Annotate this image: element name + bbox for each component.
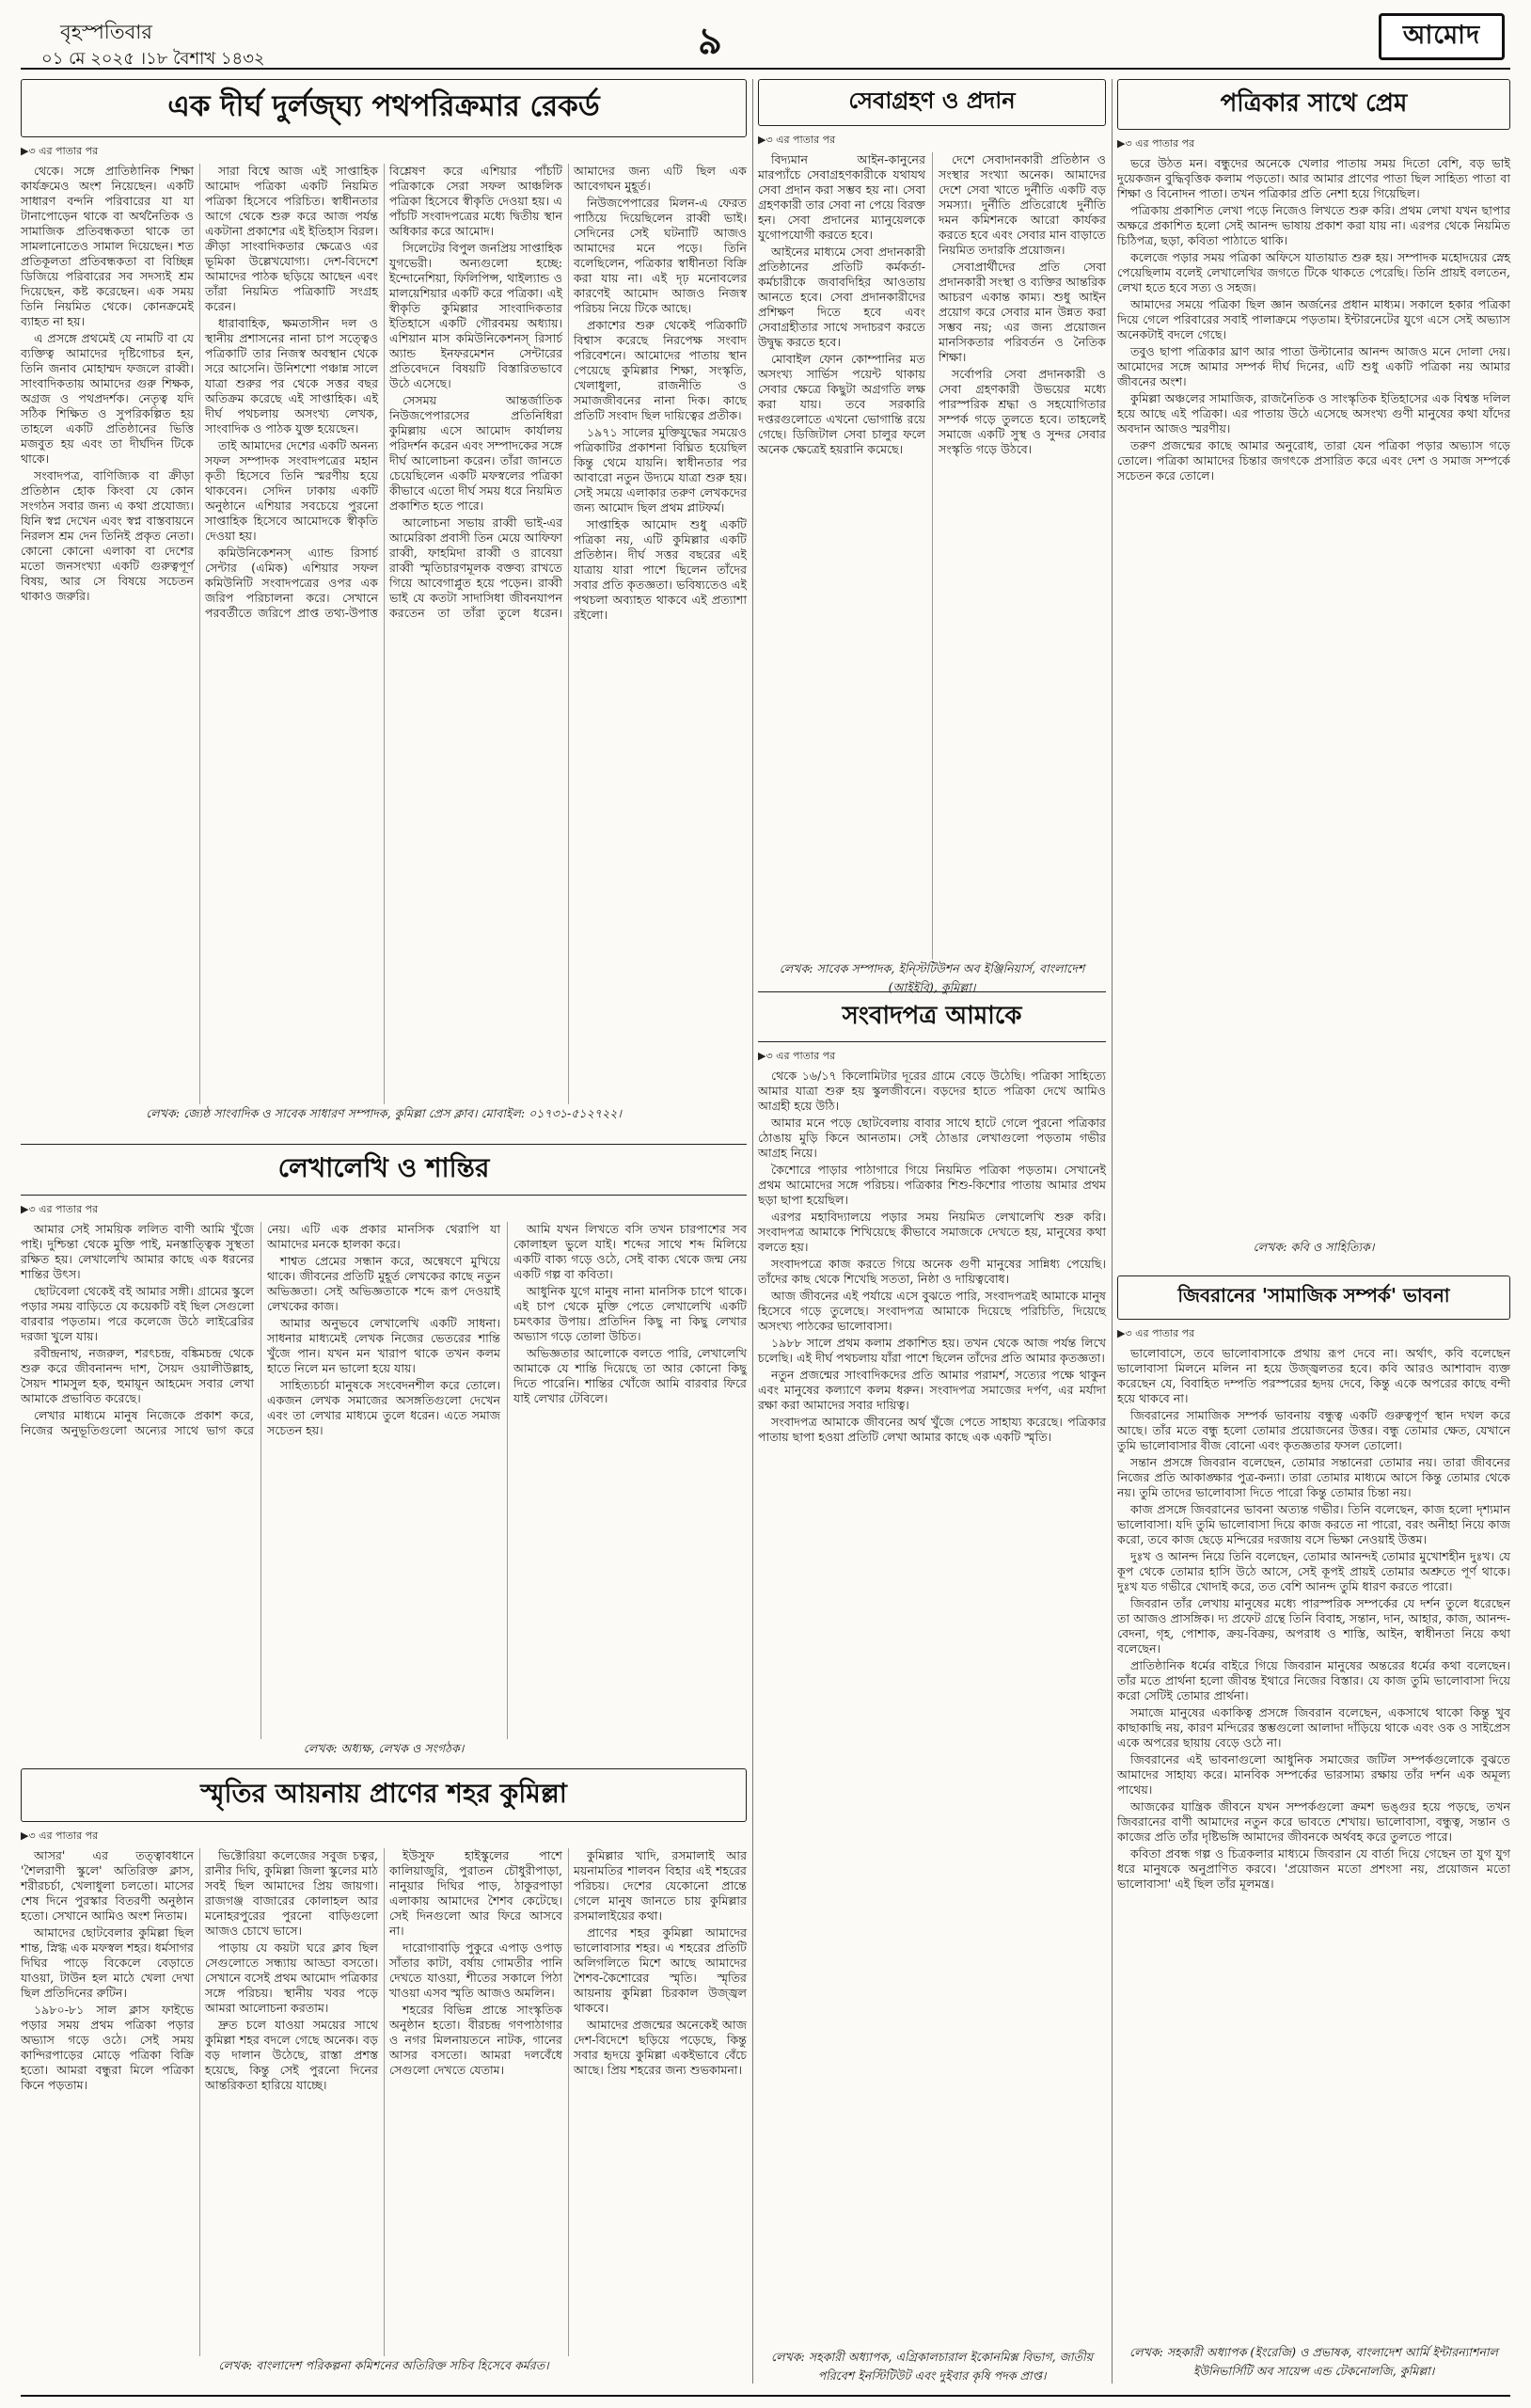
headline: এক দীর্ঘ দুর্লজ্ঘ্য পথপরিক্রমার রেকর্ড (21, 79, 747, 137)
paragraph: ধারাবাহিক, ক্ষমতাসীন দল ও স্থানীয় প্রশাসনের নানা চাপ সত্ত্বেও পত্রিকাটি তার নিজস্ব অবস্থান থেকে সরে আসেনি। উনিশশো পঞ্চান্ন সালে যাত্রা শুরুর পর থেকে সত্তর বছর অতিক্রম করেছে এই সাপ্তাহিক। এই দীর্ঘ পথচলায় অসংখ্য লেখক, সাংবাদিক ও পাঠক যুক্ত হয়েছেন। (205, 316, 378, 436)
page-header (21, 11, 1510, 69)
paragraph: সিলেটের বিপুল জনপ্রিয় সাপ্তাহিক যুগভেরী। অন্যগুলো হচ্ছে: ইন্দোনেশিয়া, ফিলিপিন্স, থাইল্যান্ড ও মালয়েশিয়ার একটি করে পত্রিকা। এই স্বীকৃতি কুমিল্লার সাংবাদিকতার ইতিহাসে একটি গৌরবময় অধ্যায়। এশিয়ান মাস কমিউনিকেশনস্ রিসার্চ অ্যান্ড ইনফরমেশন সেন্টারের প্রতিবেদনে বিষয়টি বিস্তারিতভাবে উঠে এসেছে। (389, 241, 562, 390)
continued-marker: ▶৩ এর পাতার পর (1117, 137, 1195, 150)
article-service (758, 79, 1106, 994)
paragraph: সেসময় আন্তর্জাতিক নিউজপেপারসের প্রতিনিধিরা কুমিল্লায় এসে আমোদ কার্যালয় পরিদর্শন করেন এবং সম্পাদকের সঙ্গে দীর্ঘ আলোচনা করেন। তাঁরা জানতে চেয়েছিলেন একটি মফস্বলের পত্রিকা কীভাবে এতো দীর্ঘ সময় ধরে নিয়মিত প্রকাশিত হতে পারে। (389, 393, 562, 513)
paragraph: দারোগাবাড়ি পুকুরে এপাড় ওপাড় সাঁতার কাটা, বর্ষায় গোমতীর পানি দেখতে যাওয়া, শীতের সকালে পিঠা খাওয়া এসব স্মৃতি আজও অমলিন। (389, 1941, 562, 2000)
paragraph: দ্রুত চলে যাওয়া সময়ের সাথে কুমিল্লা শহর বদলে গেছে অনেক। বড় বড় দালান উঠেছে, রাস্তা প্রশস্ত হয়েছে, কিন্তু সেই পুরনো দিনের আন্তরিকতা হারিয়ে যাচ্ছে। (205, 2018, 378, 2092)
paragraph: তাই আমাদের দেশের একটি অনন্য সফল সম্পাদক সংবাদপত্রের মহান কৃতী হিসেবে তিনি স্মরণীয় হয়ে থাকবেন। সেদিন ঢাকায় একটি অনুষ্ঠানে এশিয়ার সবচেয়ে পুরনো সাপ্তাহিক হিসেবে আমোদকে স্বীকৃতি দেওয়া হয়। (205, 438, 378, 543)
paragraph: সারা বিশ্বে আজ এই সাপ্তাহিক আমোদ পত্রিকা একটি নিয়মিত পত্রিকা হিসেবে পরিচিত। স্বাধীনতার আগে থেকে শুরু করে আজ পর্যন্ত একটানা প্রকাশের এই ইতিহাস বিরল। ক্রীড়া সাংবাদিকতার ক্ষেত্রেও এর ভূমিকা উল্লেখযোগ্য। দেশ-বিদেশে আমাদের পাঠক ছড়িয়ে আছেন এবং তাঁরা নিয়মিত পত্রিকাটি সংগ্রহ করেন। (205, 164, 378, 313)
article-body (21, 164, 747, 1104)
issue-date: ০১ মে ২০২৫ ।১৮ বৈশাখ ১৪৩২ (41, 49, 265, 69)
headline: সংবাদপত্র আমাকে (758, 991, 1106, 1042)
paragraph: আজ জীবনের এই পর্যায়ে এসে বুঝতে পারি, সংবাদপত্রই আমাকে মানুষ হিসেবে গড়ে তুলেছে। সংবাদপত্র আমাকে দিয়েছে পরিচিতি, দিয়েছে অসংখ্য পাঠকের ভালোবাসা। (758, 1289, 1106, 1333)
paragraph: অভিজ্ঞতার আলোকে বলতে পারি, লেখালেখি আমাকে যে শান্তি দিয়েছে তা আর কোনো কিছু দিতে পারেনি। শান্তির খোঁজে আমি বারবার ফিরে যাই লেখার টেবিলে। (513, 1346, 747, 1405)
byline: লেখক: সহকারী অধ্যাপক, এগ্রিকালচারাল ইকোনমিক্স বিভাগ, জাতীয় পরিবেশ ইনস্টিটিউট এবং দুইবার কৃষি পদক প্রাপ্ত। (770, 2350, 1093, 2383)
paragraph: নিউজপেপারের মিলন-এ ফেরত পাঠিয়ে দিয়েছিলেন রাব্বী ভাই। সেদিনের সেই ঘটনাটি আজও আমাদের মনে পড়ে। তিনি বলেছিলেন, পত্রিকার স্বাধীনতা বিক্রি করা যায় না। এই দৃঢ় মনোবলের কারণেই আমোদ আজও নিজস্ব পরিচয় নিয়ে টিকে আছে। (574, 196, 747, 315)
paragraph: ১৯৭১ সালের মুক্তিযুদ্ধের সময়েও পত্রিকাটির প্রকাশনা বিঘ্নিত হয়েছিল কিন্তু থেমে যায়নি। স্বাধীনতার পর আবারো নতুন উদ্যমে যাত্রা শুরু হয়। সেই সময়ে এলাকার তরুণ লেখকদের জন্য আমোদ ছিল প্রথম প্লাটফর্ম। (574, 425, 747, 515)
paragraph: ১৯৮০-৮১ সাল ক্লাস ফাইভে পড়ার সময় প্রথম পত্রিকা পড়ার অভ্যাস গড়ে ওঠে। সেই সময় কান্দিরপাড়ের মোড়ে পত্রিকা বিক্রি হতো। আমরা বন্ধুরা মিলে পত্রিকা কিনে পড়তাম। (21, 2003, 194, 2092)
paragraph: আলোচনা সভায় রাব্বী ভাই-এর আমেরিকা প্রবাসী তিন মেয়ে আফিফা রাব্বী, ফাহমিদা রাব্বী ও রাবেয়া রাব্বী স্মৃতিচারণমূলক বক্তব্য রাখতে গিয়ে আবেগাপ্লুত হয়ে পড়েন। রাব্বী ভাই যে কতটা সাদাসিধা জীবনযাপন করতেন তা তাঁরা তুলে ধরেন। আমাদের জন্য এটি ছিল এক আবেগঘন মুহূর্ত। (389, 164, 747, 620)
paragraph: তরুণ প্রজন্মের কাছে আমার অনুরোধ, তারা যেন পত্রিকা পড়ার অভ্যাস গড়ে তোলে। পত্রিকা আমাদের চিন্তার জগৎকে প্রসারিত করে এবং দেশ ও সমাজ সম্পর্কে সচেতন করে তোলে। (1117, 438, 1510, 483)
paragraph: ইউসুফ হাইস্কুলের পাশে কালিয়াজুরি, পুরাতন চৌধুরীপাড়া, নানুয়ার দিঘির পাড়, ঠাকুরপাড়া এলাকায় আমাদের শৈশব কেটেছে। সেই দিনগুলো আর ফিরে আসবে না। (389, 1848, 562, 1938)
paragraph: জিবরান তাঁর লেখায় মানুষের মধ্যে পারস্পরিক সম্পর্কের যে দর্শন তুলে ধরেছেন তা আজও প্রাসঙ্গিক। দ্য প্রফেট গ্রন্থে তিনি বিবাহ, সন্তান, দান, আহার, কাজ, আনন্দ-বেদনা, গৃহ, পোশাক, ক্রয়-বিক্রয়, অপরাধ ও শাস্তি, আইন, স্বাধীনতা নিয়ে কথা বলেছেন। (1117, 1596, 1510, 1656)
paragraph: প্রাণের শহর কুমিল্লা আমাদের ভালোবাসার শহর। এ শহরের প্রতিটি অলিগলিতে মিশে আছে আমাদের শৈশব-কৈশোরের স্মৃতি। স্মৃতির আয়নায় কুমিল্লা চিরকাল উজ্জ্বল থাকবে। (574, 1925, 747, 2015)
paragraph: আমাদের সময়ে পত্রিকা ছিল জ্ঞান অর্জনের প্রধান মাধ্যম। সকালে হকার পত্রিকা দিয়ে গেলে পরিবারের সবাই পালাক্রমে পড়তাম। ইন্টারনেটের যুগে এসে সেই অভ্যাস অনেকটাই বদলে গেছে। (1117, 297, 1510, 341)
byline: লেখক: সহকারী অধ্যাপক (ইংরেজি) ও প্রভাষক, বাংলাদেশ আর্মি ইন্টারন্যাশনাল ইউনিভার্সিটি অব সায়েন্স এন্ড টেকনোলজি, কুমিল্লা। (1129, 2345, 1498, 2378)
paragraph: সমাজে মানুষের একাকিত্ব প্রসঙ্গে জিবরান বলেছেন, একসাথে থাকো কিন্তু খুব কাছাকাছি নয়, কারণ মন্দিরের স্তম্ভগুলো আলাদা দাঁড়িয়ে থাকে এবং ওক ও সাইপ্রেস একে অপরের ছায়ায় বেড়ে ওঠে না। (1117, 1705, 1510, 1750)
continued-marker: ▶৩ এর পাতার পর (21, 1830, 99, 1842)
paragraph: পাড়ায় যে কয়টা ঘরে ক্লাব ছিল সেগুলোতে সন্ধ্যায় আড্ডা বসতো। সেখানে বসেই প্রথম আমোদ পত্রিকার সঙ্গে পরিচয়। স্থানীয় খবর পড়ে আমরা আলোচনা করতাম। (205, 1941, 378, 2015)
article-record (21, 79, 747, 1134)
paragraph: আইনের মাধ্যমে সেবা প্রদানকারী প্রতিষ্ঠানের প্রতিটি কর্মকর্তা-কর্মচারীকে জবাবদিহির আওতায় আনতে হবে। সেবা প্রদানকারীদের প্রশিক্ষণ দিতে হবে এবং সেবাগ্রহীতার সাথে সদাচরণ করতে উদ্বুদ্ধ করতে হবে। (758, 245, 925, 349)
article-jibran (1117, 1275, 1510, 2384)
headline: জিবরানের 'সামাজিক সম্পর্ক' ভাবনা (1117, 1275, 1510, 1320)
headline: স্মৃতির আয়নায় প্রাণের শহর কুমিল্লা (21, 1768, 747, 1822)
paragraph: সংবাদপত্রে কাজ করতে গিয়ে অনেক গুণী মানুষের সান্নিধ্য পেয়েছি। তাঁদের কাছ থেকে শিখেছি সততা, নিষ্ঠা ও দায়িত্ববোধ। (758, 1257, 1106, 1286)
paragraph: তবুও ছাপা পত্রিকার ঘ্রাণ আর পাতা উল্টানোর আনন্দ আজও মনে দোলা দেয়। আমোদের সঙ্গে আমার সম্পর্ক দীর্ঘ দিনের, এটি শুধু একটি পত্রিকা নয় আমার জীবনের অংশ। (1117, 344, 1510, 388)
paragraph: নতুন প্রজন্মের সাংবাদিকদের প্রতি আমার পরামর্শ, সত্যের পক্ষে থাকুন এবং মানুষের কল্যাণে কলম ধরুন। সংবাদপত্র সমাজের দর্পণ, এর মর্যাদা রক্ষা করা আমাদের সবার দায়িত্ব। (758, 1368, 1106, 1412)
byline: লেখক: কবি ও সাহিত্যিক। (1253, 1240, 1375, 1254)
paragraph: শাশ্বত প্রেমের সন্ধান করে, অন্বেষণে মুখিয়ে থাকে। জীবনের প্রতিটি মুহূর্ত লেখকের কাছে নতুন অভিজ্ঞতা। সেই অভিজ্ঞতাকে শব্দে রূপ দেওয়াই লেখকের কাজ। (267, 1254, 500, 1313)
paragraph: সংবাদপত্র আমাকে জীবনের অর্থ খুঁজে পেতে সাহায্য করেছে। পত্রিকার পাতায় ছাপা হওয়া প্রতিটি লেখা আমার কাছে এক একটি স্মৃতি। (758, 1415, 1106, 1444)
paragraph: প্রাতিষ্ঠানিক ধর্মের বাইরে গিয়ে জিবরান মানুষের অন্তরের ধর্মের কথা বলেছেন। তাঁর মতে প্রার্থনা হলো জীবন্ত ইথারে নিজের বিস্তার। যে কাজ তুমি ভালোবাসা দিয়ে করো সেটিই তোমার প্রার্থনা। (1117, 1658, 1510, 1703)
paragraph: সাহিত্যচর্চা মানুষকে সংবেদনশীল করে তোলে। একজন লেখক সমাজের অসঙ্গতিগুলো দেখেন এবং তা লেখার মাধ্যমে তুলে ধরেন। এতে সমাজ সচেতন হয়। (267, 1378, 500, 1437)
column-divider (1112, 79, 1113, 2384)
paragraph: কমিউনিকেশনস্ এ্যান্ড রিসার্চ সেন্টার (এমিক) এশিয়ার সফল কমিউনিটি সংবাদপত্রের ওপর এক জরিপ পরিচালনা করে। সেখানে পরবর্তীতে জরিপে প্রাপ্ত তথ্য-উপাত্ত বিশ্লেষণ করে এশিয়ার পাঁচটি পত্রিকাকে সেরা সফল আঞ্চলিক পত্রিকা হিসেবে স্বীকৃতি দেওয়া হয়। এ পাঁচটি সংবাদপত্রের মধ্যে দ্বিতীয় স্থান অধিকার করে আমোদ। (205, 164, 562, 620)
byline: লেখক: বাংলাদেশ পরিকল্পনা কমিশনের অতিরিক্ত সচিব হিসেবে কর্মরত। (218, 2358, 549, 2372)
article-comilla (21, 1768, 747, 2384)
header-rule (21, 68, 1510, 70)
byline: লেখক: সাবেক সম্পাদক, ইন্স্টিটিউশন অব ইঞ্জিনিয়ার্স, বাংলাদেশ (আইইবি), কুমিল্লা। (779, 961, 1085, 994)
headline: পত্রিকার সাথে প্রেম (1117, 79, 1510, 130)
paragraph: জিবরানের সামাজিক সম্পর্ক ভাবনায় বন্ধুত্ব একটি গুরুত্বপূর্ণ স্থান দখল করে আছে। তাঁর মতে বন্ধু হলো তোমার প্রয়োজনের উত্তর। বন্ধু তোমার ক্ষেত, যেখানে তুমি ভালোবাসার বীজ বোনো এবং কৃতজ্ঞতার ফসল তোলো। (1117, 1408, 1510, 1452)
paragraph: বিদ্যমান আইন-কানুনের মারপ্যাঁচে সেবাগ্রহণকারীকে যথাযথ সেবা প্রদান করা সম্ভব হয় না। সেবা গ্রহণকারী তার সেবা না পেয়ে বিরক্ত হন। সেবা প্রদানের ম্যানুয়েলকে যুগোপযোগী করতে হবে। (758, 152, 925, 242)
paragraph: আজকের যান্ত্রিক জীবনে যখন সম্পর্কগুলো ক্রমশ ভঙ্গুর হয়ে পড়ছে, তখন জিবরানের বাণী আমাদের নতুন করে ভাবতে শেখায়। ভালোবাসা, বন্ধুত্ব, সন্তান ও কাজের প্রতি তাঁর দৃষ্টিভঙ্গি আমাদের জীবনকে অর্থবহ করে তুলতে পারে। (1117, 1799, 1510, 1844)
continued-marker: ▶৩ এর পাতার পর (21, 1203, 99, 1215)
paragraph: আধুনিক যুগে মানুষ নানা মানসিক চাপে থাকে। এই চাপ থেকে মুক্তি পেতে লেখালেখি একটি চমৎকার উপায়। প্রতিদিন কিছু না কিছু লেখার অভ্যাস গড়ে তোলা উচিত। (513, 1284, 747, 1343)
paragraph: দেশে সেবাদানকারী প্রতিষ্ঠান ও সংস্থার সংখ্যা অনেক। আমাদের দেশে সেবা খাতে দুর্নীতি একটি বড় সমস্যা। দুর্নীতি প্রতিরোধে দুর্নীতি দমন কমিশনকে আরো কার্যকর করতে হবে এবং সেবার মান বাড়াতে নিয়মিত তদারকি প্রয়োজন। (939, 152, 1106, 257)
paragraph: কৈশোরে পাড়ার পাঠাগারে গিয়ে নিয়মিত পত্রিকা পড়তাম। সেখানেই প্রথম আমোদের সঙ্গে পরিচয়। পত্রিকার শিশু-কিশোর পাতায় আমার প্রথম ছড়া ছাপা হয়েছিল। (758, 1163, 1106, 1207)
paragraph: আমার অনুভবে লেখালেখি একটি সাধনা। সাধনার মাধ্যমেই লেখক নিজের ভেতরের শান্তি খুঁজে পান। যখন মন খারাপ থাকে তখন কলম হাতে নিলে মন ভালো হয়ে যায়। (267, 1316, 500, 1375)
headline: লেখালেখি ও শান্তির (21, 1144, 747, 1196)
paragraph: ভরে উঠত মন। বন্ধুদের অনেকে খেলার পাতায় সময় দিতো বেশি, বড় ভাই দুয়েকজন বুদ্ধিবৃত্তিক কলাম পড়তো। আর আমার প্রাণের পাতা ছিল সাহিত্য পাতা বা শিক্ষা ও বিনোদন পাতা। তখন পত্রিকার প্রতি নেশা হয়ে গিয়েছিল। (1117, 156, 1510, 200)
paragraph: আসর' এর তত্ত্বাবধানে 'শৈলরাণী স্কুলে' অতিরিক্ত ক্লাস, শরীরচর্চা, খেলাধুলা চলতো। মাসের শেষ দিনে পুরস্কার বিতরণী অনুষ্ঠান হতো। সেখানে আমিও অংশ নিতাম। (21, 1848, 194, 1923)
paragraph: ভালোবাসে, তবে ভালোবাসাকে প্রথায় রূপ দেবে না। অর্থাৎ, কবি বলেছেন ভালোবাসা মিলনে মলিন না হয়ে উজ্জ্বলতর হবে। কবি আরও আশাবাদ ব্যক্ত করেছেন যে, বিবাহিত দম্পতি পরস্পরের হৃদয় দেবে, কিন্তু একে অপরের কাছে বন্দী হয়ে থাকবে না। (1117, 1346, 1510, 1405)
paragraph: রবীন্দ্রনাথ, নজরুল, শরৎচন্দ্র, বঙ্কিমচন্দ্র থেকে শুরু করে জীবনানন্দ দাশ, সৈয়দ ওয়ালীউল্লাহ, সৈয়দ শামসুল হক, হুমায়ূন আহমেদ সবার লেখা আমাকে প্রভাবিত করেছে। (21, 1346, 254, 1405)
article-body (21, 1848, 747, 2356)
paragraph: থেকে ১৬/১৭ কিলোমিটার দূরের গ্রামে বেড়ে উঠেছি। পত্রিকা সাহিত্যে আমার যাত্রা শুরু হয় স্কুলজীবনে। বড়দের হাতে পত্রিকা দেখে আমিও আগ্রহী হয়ে উঠি। (758, 1069, 1106, 1113)
paragraph: প্রকাশের শুরু থেকেই পত্রিকাটি বিশ্বাস করেছে নিরপেক্ষ সংবাদ পরিবেশনে। আমোদের পাতায় স্থান পেয়েছে কুমিল্লার শিক্ষা, সংস্কৃতি, খেলাধুলা, রাজনীতি ও সমাজজীবনের নানা দিক। কাছে প্রতিটি সংবাদ ছিল দায়িত্বের প্রতীক। (574, 318, 747, 422)
paragraph: কাজ প্রসঙ্গে জিবরানের ভাবনা অত্যন্ত গভীর। তিনি বলেছেন, কাজ হলো দৃশ্যমান ভালোবাসা। যদি তুমি ভালোবাসা দিয়ে কাজ করতে না পারো, বরং অনীহা নিয়ে কাজ করো, তবে কাজ ছেড়ে মন্দিরের দরজায় বসে ভিক্ষা নেওয়াই উত্তম। (1117, 1502, 1510, 1546)
continued-marker: ▶৩ এর পাতার পর (21, 145, 99, 157)
paragraph: লেখার মাধ্যমে মানুষ নিজেকে প্রকাশ করে, নিজের অনুভূতিগুলো অন্যের সাথে ভাগ করে নেয়। এটি এক প্রকার মানসিক থেরাপি যা আমাদের মনকে হালকা করে। (21, 1222, 500, 1437)
paragraph: আমার মনে পড়ে ছোটবেলায় বাবার সাথে হাটে গেলে পুরনো পত্রিকার ঠোঙায় মুড়ি কিনে আনতাম। সেই ঠোঙার লেখাগুলো পড়তাম গভীর আগ্রহ নিয়ে। (758, 1116, 1106, 1160)
paragraph: কুমিল্লার খাদি, রসমালাই আর ময়নামতির শালবন বিহার এই শহরের পরিচয়। দেশের যেকোনো প্রান্তে গেলে মানুষ জানতে চায় কুমিল্লার রসমালাইয়ের কথা। (574, 1848, 747, 1923)
continued-marker: ▶৩ এর পাতার পর (1117, 1327, 1195, 1339)
continued-marker: ▶৩ এর পাতার পর (758, 134, 836, 146)
paragraph: দুঃখ ও আনন্দ নিয়ে তিনি বলেছেন, তোমার আনন্দই তোমার মুখোশহীন দুঃখ। যে কূপ থেকে তোমার হাসি উঠে আসে, সেই কূপই প্রায়ই তোমার অশ্রুতে পূর্ণ থাকে। দুঃখ যত গভীরে খোদাই করে, তত বেশি আনন্দ তুমি ধারণ করতে পারো। (1117, 1549, 1510, 1593)
paragraph: থেকে। সঙ্গে প্রাতিষ্ঠানিক শিক্ষা কার্যক্রমেও অংশ নিয়েছেন। একটি সাধারণ বন্দনি পরিবারের যা যা টানাপোড়েন থাকে বা অর্থনৈতিক ও সামাজিক প্রতিবন্ধকতা থাকে তা সামলানোতেও সামাল দিয়েছেন। শত প্রতিকূলতা প্রতিবন্ধকতা বা বিচ্ছিন্ন ডিজিয়ে পরিবারের সব সদস্যই শ্রম দিয়েছেন, কষ্ট করেছেন। এক সময় তিনি নিয়মিত থেকে। কোনক্রমেই ব্যাহত না হয়। (21, 164, 194, 328)
paragraph: এরপর মহাবিদ্যালয়ে পড়ার সময় নিয়মিত লেখালেখি শুরু করি। সংবাদপত্র আমাকে শিখিয়েছে কীভাবে সমাজকে দেখতে হয়, মানুষের কথা বলতে হয়। (758, 1210, 1106, 1254)
article-body (1117, 156, 1510, 1238)
paragraph: মোবাইল ফোন কোম্পানির মত অসংখ্য সার্ভিস পয়েন্ট থাকায় সেবার ক্ষেত্রে কিছুটা অগ্রগতি লক্ষ করা যায়। তবে সরকারি দপ্তরগুলোতে এখনো ভোগান্তি রয়ে গেছে। ডিজিটাল সেবা চালুর ফলে অনেক ক্ষেত্রেই হয়রানি কমেছে। (758, 352, 925, 456)
section-logo: আমোদ (1379, 13, 1505, 60)
paragraph: ছোটবেলা থেকেই বই আমার সঙ্গী। গ্রামের স্কুলে পড়ার সময় বাড়িতে যে কয়েকটি বই ছিল সেগুলো বারবার পড়তাম। পরে কলেজে উঠে লাইব্রেরির দরজা খুলে যায়। (21, 1284, 254, 1343)
paragraph: সংবাদপত্র, বাণিজ্যিক বা ক্রীড়া প্রতিষ্ঠান হোক কিংবা যে কোন সংগঠন সবার জন্য এ কথা প্রযোজ্য। যিনি স্বপ্ন দেখেন এবং স্বপ্ন বাস্তবায়নে নিরলস শ্রম দেন তিনিই প্রকৃত নেতা। কোনো কোনো এলাকা বা দেশের মতো জনসংখ্যা একটি গুরুত্বপূর্ণ বিষয়, আর সে বিষয়ে সচেতন থাকাও জরুরি। (21, 468, 194, 603)
continued-marker: ▶৩ এর পাতার পর (758, 1050, 836, 1062)
byline: লেখক: অধ্যক্ষ, লেখক ও সংগঠক। (303, 1741, 465, 1755)
paragraph: আমাদের ছোটবেলার কুমিল্লা ছিল শান্ত, স্নিগ্ধ এক মফস্বল শহর। ধর্মসাগর দিঘির পাড়ে বিকেলে বেড়াতে যাওয়া, টাউন হল মাঠে খেলা দেখা ছিল প্রতিদিনের রুটিন। (21, 1925, 194, 2000)
paragraph: কলেজে পড়ার সময় পত্রিকা অফিসে যাতায়াত শুরু হয়। সম্পাদক মহোদয়ের স্নেহ পেয়েছিলাম বলেই লেখালেখির জগতে টিকে থাকতে পেরেছি। তিনি প্রায়ই বলতেন, লেখা হতে হবে সত্য ও সহজ। (1117, 250, 1510, 294)
page-number: ৯ (698, 20, 722, 63)
paragraph: আমি যখন লিখতে বসি তখন চারপাশের সব কোলাহল ভুলে যাই। শব্দের সাথে শব্দ মিলিয়ে একটি বাক্য গড়ে ওঠে, সেই বাক্য থেকে জন্ম নেয় একটি গল্প বা কবিতা। (513, 1222, 747, 1281)
paragraph: কবিতা প্রবন্ধ গল্প ও চিত্রকলার মাধ্যমে জিবরান যে বার্তা দিয়ে গেছেন তা যুগ যুগ ধরে মানুষকে অনুপ্রাণিত করবে। 'প্রয়োজন মতো প্রশংসা নয়, প্রয়োজন মতো ভালোবাসা' এই ছিল তাঁর মূলমন্ত্র। (1117, 1846, 1510, 1891)
paragraph: সাপ্তাহিক আমোদ শুধু একটি পত্রিকা নয়, এটি কুমিল্লার একটি প্রতিষ্ঠান। দীর্ঘ সত্তর বছরের এই যাত্রায় যারা পাশে ছিলেন তাঁদের সবার প্রতি কৃতজ্ঞতা। ভবিষ্যতেও এই পথচলা অব্যাহত থাকবে এই প্রত্যাশা রইলো। (574, 517, 747, 622)
article-writing-peace (21, 1144, 747, 1759)
paragraph: কুমিল্লা অঞ্চলের সামাজিক, রাজনৈতিক ও সাংস্কৃতিক ইতিহাসের এক বিশ্বস্ত দলিল হয়ে আছে এই পত্রিকা। এর পাতায় উঠে এসেছে অসংখ্য গুণী মানুষের কথা যাঁদের অবদান আজও স্মরণীয়। (1117, 391, 1510, 436)
column-divider (752, 79, 753, 2384)
paragraph: ভিক্টোরিয়া কলেজের সবুজ চত্বর, রানীর দিঘি, কুমিল্লা জিলা স্কুলের মাঠ সবই ছিল আমাদের প্রিয় জায়গা। রাজগঞ্জ বাজারের কোলাহল আর মনোহরপুরের পুরনো বাড়িগুলো আজও চোখে ভাসে। (205, 1848, 378, 1938)
paragraph: আমার সেই সাময়িক ললিত বাণী আমি খুঁজে পাই। দুশ্চিন্তা থেকে মুক্তি পাই, মনস্তাত্ত্বিক সুস্থতা রক্ষিত হয়। লেখালেখি আমার কাছে এক ধরনের শান্তির উৎস। (21, 1222, 254, 1281)
paragraph: পত্রিকায় প্রকাশিত লেখা পড়ে নিজেও লিখতে শুরু করি। প্রথম লেখা যখন ছাপার অক্ষরে প্রকাশিত হলো সেই আনন্দ ভাষায় প্রকাশ করা যায় না। এরপর থেকে নিয়মিত চিঠিপত্র, ছড়া, কবিতা পাঠাতে থাকি। (1117, 203, 1510, 247)
byline: লেখক: জ্যেষ্ঠ সাংবাদিক ও সাবেক সাধারণ সম্পাদক, কুমিল্লা প্রেস ক্লাব। মোবাইল: ০১৭৩১-৫১২৭২২। (146, 1106, 622, 1120)
paragraph: সন্তান প্রসঙ্গে জিবরান বলেছেন, তোমার সন্তানেরা তোমার নয়। তারা জীবনের নিজের প্রতি আকাঙ্ক্ষার পুত্র-কন্যা। তারা তোমার মাধ্যমে আসে কিন্তু তোমার থেকে নয়। তুমি তাদের ভালোবাসা দিতে পারো কিন্তু তোমার চিন্তা নয়। (1117, 1455, 1510, 1499)
paragraph: আমাদের প্রজন্মের অনেকেই আজ দেশ-বিদেশে ছড়িয়ে পড়েছে, কিন্তু সবার হৃদয়ে কুমিল্লা একইভাবে বেঁচে আছে। প্রিয় শহরের জন্য শুভকামনা। (574, 2018, 747, 2077)
article-newspaper-me (758, 991, 1106, 2384)
article-body (758, 152, 1106, 959)
weekday: বৃহস্পতিবার (60, 21, 152, 43)
footer-rule (21, 2395, 1510, 2397)
paragraph: সেবাপ্রার্থীদের প্রতি সেবা প্রদানকারী সংস্থা ও ব্যক্তির আন্তরিক আচরণ একান্ত কাম্য। শুধু আইন প্রয়োগ করে সেবার মান উন্নত করা সম্ভব নয়; এর জন্য প্রয়োজন মানসিকতার পরিবর্তন ও নৈতিক শিক্ষা। (939, 260, 1106, 364)
article-love (1117, 79, 1510, 1266)
paragraph: জিবরানের এই ভাবনাগুলো আধুনিক সমাজের জটিল সম্পর্কগুলোকে বুঝতে আমাদের সাহায্য করে। মানবিক সম্পর্কের ভারসাম্য রক্ষায় তাঁর দর্শন এক অমূল্য পাথেয়। (1117, 1752, 1510, 1797)
article-body (758, 1069, 1106, 2348)
article-body (1117, 1346, 1510, 2343)
paragraph: এ প্রসঙ্গে প্রথমেই যে নামটি বা যে ব্যক্তিত্ব আমাদের দৃষ্টিগোচর হন, তিনি জনাব মোহাম্মদ ফজলে রাব্বী। সাংবাদিকতায় আমাদের গুরু শিক্ষক, অগ্রজ ও পথপ্রদর্শক। নেতৃত্ব যদি সঠিক শিক্ষিত ও সুপরিকল্পিত হয় তাহলে একটি প্রতিষ্ঠানের ভিত্তি মজবুত হয় এবং তা দীর্ঘদিন টিকে থাকে। (21, 331, 194, 466)
paragraph: শহরের বিভিন্ন প্রান্তে সাংস্কৃতিক অনুষ্ঠান হতো। বীরচন্দ্র গণপাঠাগার ও নগর মিলনায়তনে নাটক, গানের আসর বসতো। আমরা দলবেঁধে সেগুলো দেখতে যেতাম। (389, 2003, 562, 2077)
paragraph: ১৯৮৮ সালে প্রথম কলাম প্রকাশিত হয়। তখন থেকে আজ পর্যন্ত লিখে চলেছি। এই দীর্ঘ পথচলায় যাঁরা পাশে ছিলেন তাঁদের প্রতি আমার কৃতজ্ঞতা। (758, 1336, 1106, 1365)
article-body (21, 1222, 747, 1739)
paragraph: সর্বোপরি সেবা প্রদানকারী ও সেবা গ্রহণকারী উভয়ের মধ্যে পারস্পরিক শ্রদ্ধা ও সহযোগিতার সম্পর্ক গড়ে তুলতে হবে। তাহলেই সমাজে একটি সুস্থ ও সুন্দর সেবার সংস্কৃতি গড়ে উঠবে। (939, 367, 1106, 456)
headline: সেবাগ্রহণ ও প্রদান (758, 79, 1106, 126)
